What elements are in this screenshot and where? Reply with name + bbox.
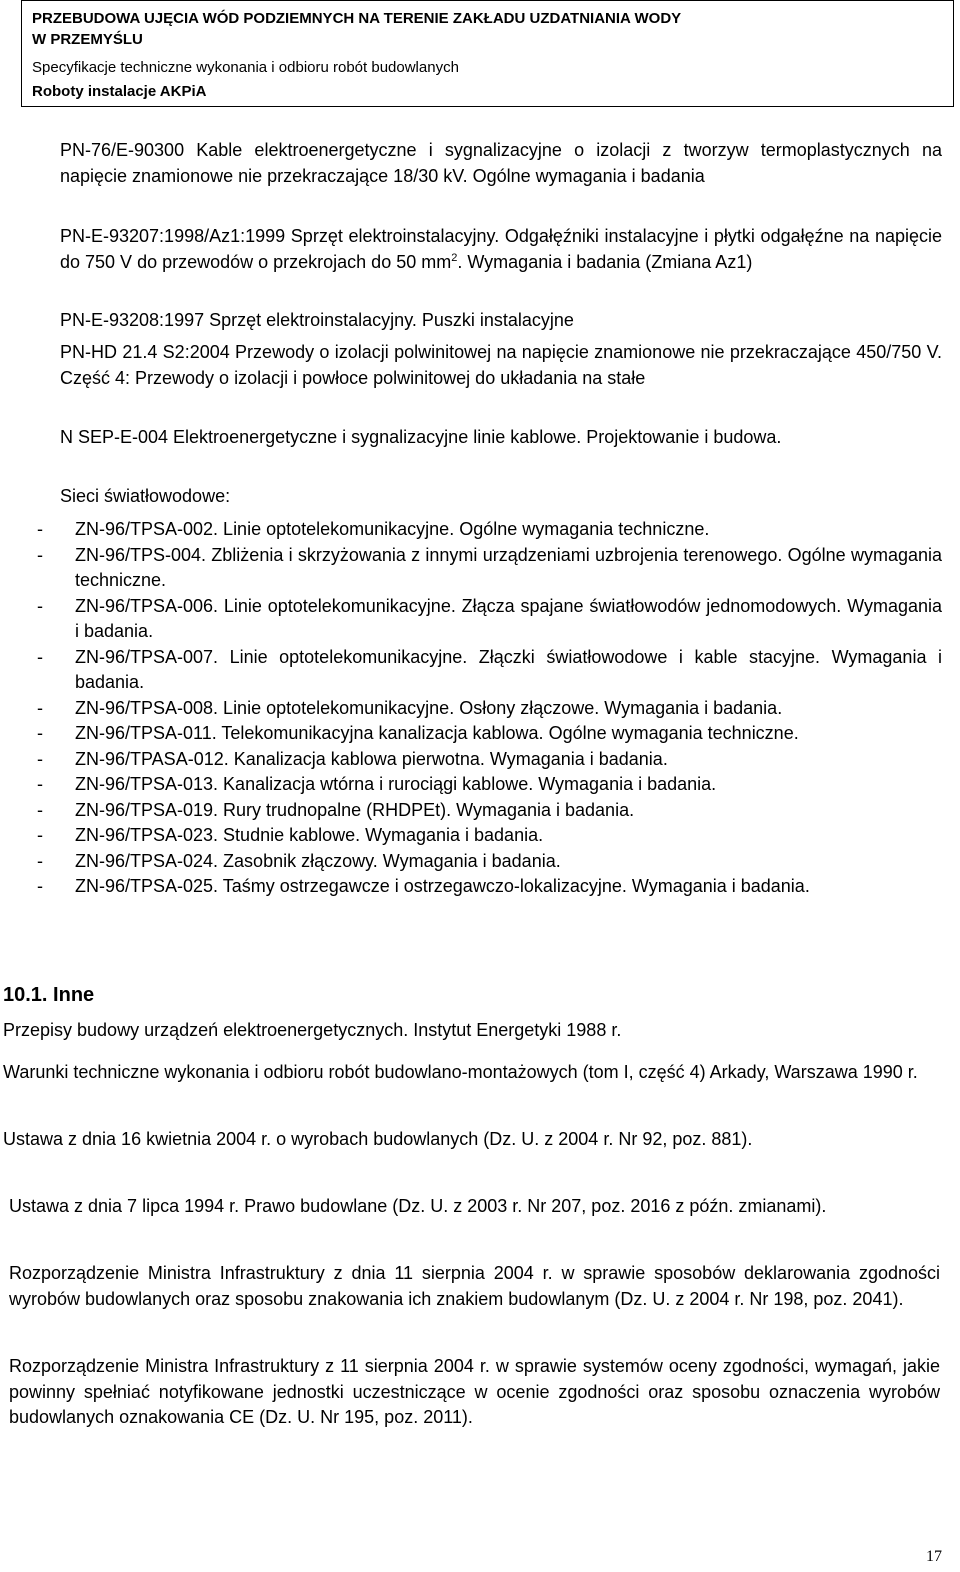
superscript: 2 [451, 251, 458, 264]
list-item: - ZN-96/TPSA-007. Linie optotelekomunikacyjne. Złączki światłowodowe i kable stacyjne. Wymagania i badania. [35, 645, 942, 696]
list-item: - ZN-96/TPSA-006. Linie optotelekomunikacyjne. Złącza spajane światłowodów jednomodowych. Wymagania i badania. [35, 594, 942, 645]
list-item: - ZN-96/TPSA-013. Kanalizacja wtórna i rurociągi kablowe. Wymagania i badania. [35, 772, 942, 798]
list-item: - ZN-96/TPSA-024. Zasobnik złączowy. Wymagania i badania. [35, 849, 942, 875]
reference-item: Ustawa z dnia 16 kwietnia 2004 r. o wyrobach budowlanych (Dz. U. z 2004 r. Nr 92, poz. 881). [3, 1129, 753, 1149]
document-title-line2: W PRZEMYŚLU [32, 31, 143, 48]
list-item: - ZN-96/TPSA-008. Linie optotelekomunikacyjne. Osłony złączowe. Wymagania i badania. [35, 696, 942, 722]
list-item: - ZN-96/TPSA-025. Taśmy ostrzegawcze i ostrzegawczo-lokalizacyjne. Wymagania i badania. [35, 874, 942, 900]
list-item: - ZN-96/TPASA-012. Kanalizacja kablowa pierwotna. Wymagania i badania. [35, 747, 942, 773]
list-item: - ZN-96/TPSA-002. Linie optotelekomunikacyjne. Ogólne wymagania techniczne. [35, 517, 942, 543]
page-header [21, 0, 954, 107]
section-heading: 10.1. Inne [3, 984, 95, 1006]
reference-item: Rozporządzenie Ministra Infrastruktury z 11 sierpnia 2004 r. w sprawie systemów oceny zgodności, wymagań, jakie powinny spełniać notyfikowane jednostki uczestniczące w ocenie zgodności oraz sposobu oznaczenia wyrobów budowlanych oznakowania CE (Dz. U. Nr 195, poz. 2011). [9, 1356, 940, 1427]
standard-pnhd: PN-HD 21.4 S2:2004 Przewody o izolacji polwinitowej na napięcie znamionowe nie przekraczające 450/750 V. Część 4: Przewody o izolacji i powłoce polwinitowej do układania na stałe [60, 342, 942, 388]
reference-item: Ustawa z dnia 7 lipca 1994 r. Prawo budowlane (Dz. U. z 2003 r. Nr 207, poz. 2016 z późn. zmianami). [9, 1196, 827, 1216]
document-section: Roboty instalacje AKPiA [32, 83, 207, 100]
reference-item: Rozporządzenie Ministra Infrastruktury z dnia 11 sierpnia 2004 r. w sprawie sposobów deklarowania zgodności wyrobów budowlanych oraz sposobu znakowania ich znakiem budowlanym (Dz. U. z 2004 r. Nr 198, poz. 2041). [9, 1263, 940, 1309]
standard-nsep: N SEP-E-004 Elektroenergetyczne i sygnalizacyjne linie kablowe. Projektowanie i budowa. [60, 427, 782, 447]
list-item: - ZN-96/TPSA-019. Rury trudnopalne (RHDPEt). Wymagania i badania. [35, 798, 942, 824]
list-item: - ZN-96/TPS-004. Zbliżenia i skrzyżowania z innymi urządzeniami uzbrojenia terenowego. Ogólne wymagania techniczne. [35, 543, 942, 594]
standard-pn76: PN-76/E-90300 Kable elektroenergetyczne i sygnalizacyjne o izolacji z tworzyw termoplastycznych na napięcie znamionowe nie przekraczające 18/30 kV. Ogólne wymagania i badania [60, 140, 942, 186]
standard-pne93207 [60, 224, 942, 275]
standard-pne93207-text: PN-E-93207:1998/Az1:1999 Sprzęt elektroinstalacyjny. Odgałęźniki instalacyjne i płytki odgałęźne na napięcie do 750 V do przewodów o przekrojach do 50 mm [60, 226, 942, 272]
document-title-line1: PRZEBUDOWA UJĘCIA WÓD PODZIEMNYCH NA TERENIE ZAKŁADU UZDATNIANIA WODY [32, 10, 682, 27]
document-subtitle: Specyfikacje techniczne wykonania i odbioru robót budowlanych [32, 59, 459, 76]
list-item: - ZN-96/TPSA-023. Studnie kablowe. Wymagania i badania. [35, 823, 942, 849]
fiber-standards-list [35, 517, 942, 900]
standard-pne93208: PN-E-93208:1997 Sprzęt elektroinstalacyjny. Puszki instalacyjne [60, 310, 574, 330]
fiber-networks-heading: Sieci światłowodowe: [60, 486, 231, 506]
list-item: - ZN-96/TPSA-011. Telekomunikacyjna kanalizacja kablowa. Ogólne wymagania techniczne. [35, 721, 942, 747]
standard-pne93207-text-end: . Wymagania i badania (Zmiana Az1) [457, 251, 753, 272]
reference-item: Przepisy budowy urządzeń elektroenergetycznych. Instytut Energetyki 1988 r. [3, 1020, 622, 1040]
page-number: 17 [926, 1548, 942, 1565]
reference-item: Warunki techniczne wykonania i odbioru robót budowlano-montażowych (tom I, część 4) Arkady, Warszawa 1990 r. [3, 1062, 918, 1082]
